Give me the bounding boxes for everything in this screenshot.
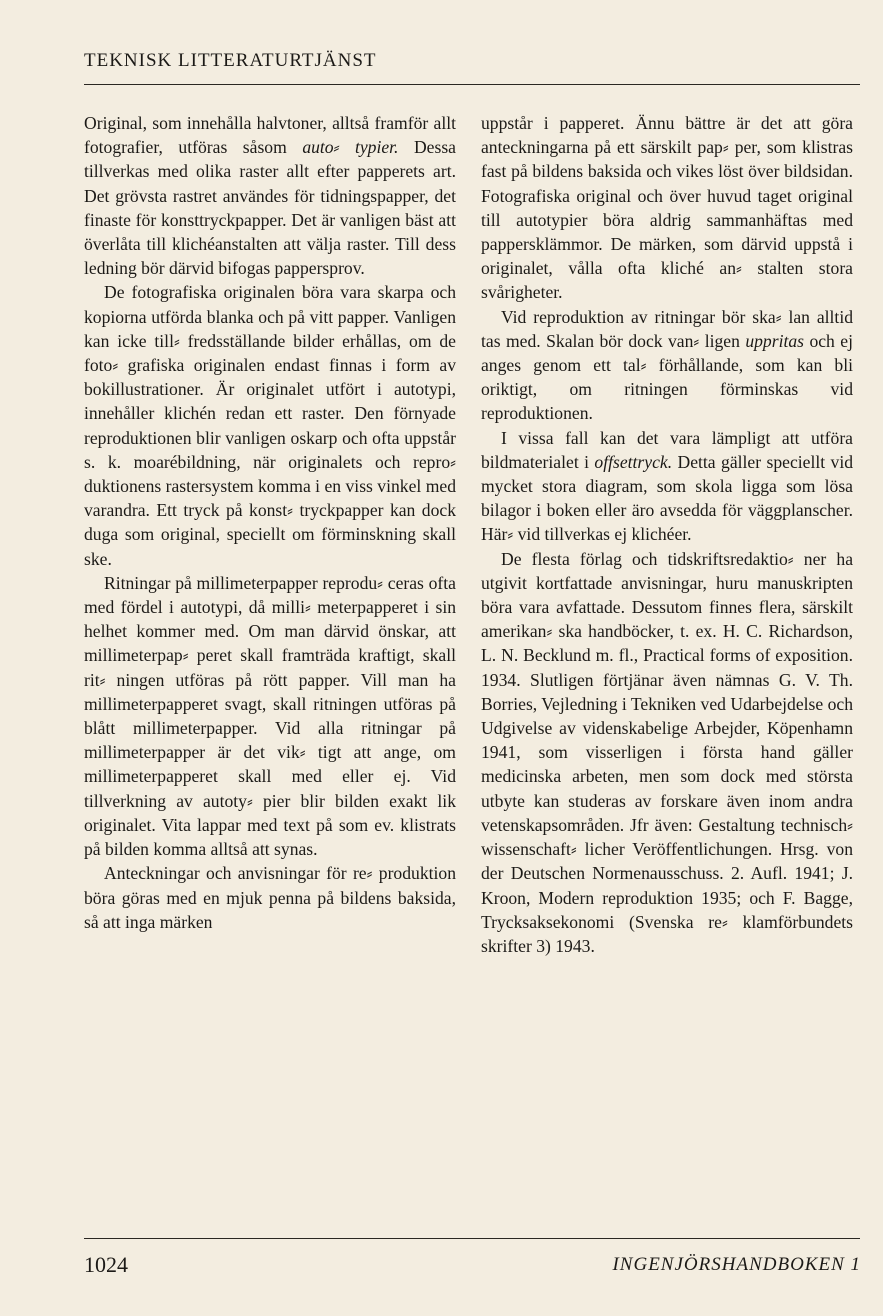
emphasis-uppritas: uppritas (745, 330, 804, 351)
emphasis-offsettryck: offsettryck. (594, 451, 673, 472)
paragraph-annotations: Anteckningar och anvisningar för re⸗ produktion böra göras med en mjuk penna på bildens baksida, så att inga märken (84, 863, 456, 932)
page-number: 1024 (84, 1252, 128, 1277)
paragraph-millimeter-paper: Ritningar på millimeterpapper reprodu⸗ ceras ofta med fördel i autotypi, då milli⸗ meterpapperet i sin helhet kommer med. Om man därvid önskar, att millimeterpap⸗ peret skall framträda kraftigt, skall rit⸗ ningen utföras på rött papper. Vill man ha millimeterpapperet svagt, skall ritningen utföras på blått millimeterpapper. Vid alla ritningar på millimeterpapper är det vik⸗ tigt att ange, om millimeterpapperet skall med eller ej. Vid tillverkning av autoty⸗ pier blir bilden exakt lik originalet. Vita lappar med text på som ev. klistrats på bilden komma alltså att synas. (84, 572, 456, 860)
emphasis-autotypier: auto⸗ typier. (302, 137, 399, 158)
header-rule (84, 84, 860, 85)
paragraph-continuation: uppstår i papperet. Ännu bättre är det att göra anteckningarna på ett särskilt pap⸗ per, som klistras fast på bildens baksida och vikes löst över bildsidan. Fotografiska original och över huvud taget original till autotypier böra aldrig sammanhäftas med pappersklämmor. De märken, som därvid uppstå i originalet, vålla ofta kliché an⸗ stalten stora svårigheter. (481, 113, 853, 303)
paragraph-references: De flesta förlag och tidskriftsredaktio⸗ ner ha utgivit kortfattade anvisningar, huru manuskripten böra vara avfattade. Dessutom finnes flera, särskilt amerikan⸗ ska handböcker, t. ex. H. C. Richardson, L. N. Becklund m. fl., Practical forms of exposition. 1934. Slutligen förtjänar även nämnas G. V. Th. Borries, Vejledning i Tekniken ved Udarbejdelse och Udgivelse av videnskabelige Arbejder, Köpenhamn 1941, som visserligen i första hand gäller medicinska arbeten, men som dock med största utbyte kan studeras av forskare även inom andra vetenskapsområden. Jfr även: Gestaltung technisch⸗wissenschaft⸗ licher Veröffentlichungen. Hrsg. von der Deutschen Normenausschuss. 2. Aufl. 1941; J. Kroon, Modern reproduktion 1935; och F. Bagge, Trycksaksekonomi (Svenska re⸗ klamförbundets skrifter 3) 1943. (481, 548, 853, 956)
text-run: Vid reproduktion av ritningar bör ska⸗ lan alltid tas med. Skalan bör dock van⸗ ligen (481, 306, 853, 351)
text-run: Dessa tillverkas med olika raster allt efter papperets art. Det grövsta rastret användes för tidningspapper, det finaste för konsttryckpapper. Det är vanligen bäst att överlåta till klichéanstalten att välja raster. Till dess ledning bör därvid bifogas pappersprov. (84, 137, 456, 279)
left-column (84, 111, 456, 934)
text-run: Original, som innehålla halvtoner, alltså framför allt fotografier, utföras såsom (84, 113, 456, 158)
paragraph-photographic-originals: De fotografiska originalen böra vara skarpa och kopiorna utförda blanka och på vitt papper. Vanligen kan icke till⸗ fredsställande bilder erhållas, om de foto⸗ grafiska originalen endast finnas i form av bokillustrationer. Är originalet utfört i autotypi, innehåller klichén redan ett raster. Den förnyade reproduktionen blir vanligen oskarp och ofta uppstår s. k. moarébildning, när originalets och repro⸗ duktionens rastersystem komma i en viss vinkel med varandra. Ett tryck på konst⸗ tryckpapper kan dock duga som original, speciellt om förminskning skall ske. (84, 282, 456, 569)
right-column (481, 111, 853, 958)
text-run: och ej anges genom ett tal⸗ förhållande, som kan bli oriktigt, om ritningen förminskas vid reproduktionen. (481, 330, 853, 424)
footer-rule (84, 1238, 860, 1239)
running-head: TEKNISK LITTERATURTJÄNST (84, 50, 377, 71)
paragraph-scale (481, 305, 853, 426)
paragraph-offset (481, 426, 853, 547)
running-foot: INGENJÖRSHANDBOKEN 1 (612, 1254, 861, 1275)
text-run: Detta gäller speciellt vid mycket stora diagram, som skola ligga som lösa bilagor i boken eller äro avsedda för väggplanscher. Här⸗ vid tillverkas ej klichéer. (481, 451, 853, 545)
paragraph-halftones (84, 111, 456, 280)
text-run: I vissa fall kan det vara lämpligt att utföra bildmaterialet i (481, 427, 853, 472)
